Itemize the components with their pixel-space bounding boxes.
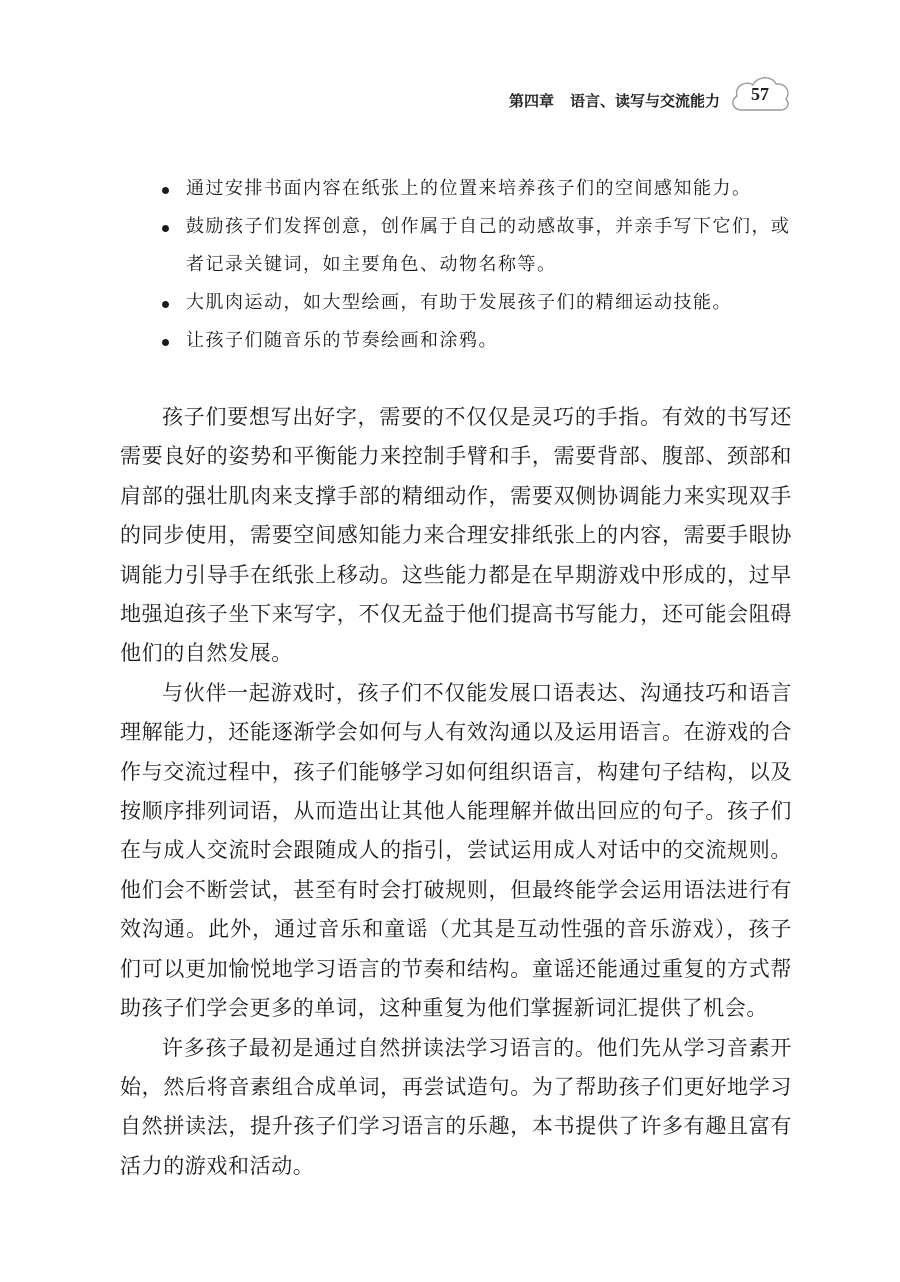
chapter-label: 第四章: [508, 91, 554, 110]
body-text: [120, 398, 792, 1186]
page-number-badge: [728, 72, 792, 116]
bullet-text: 通过安排书面内容在纸张上的位置来培养孩子们的空间感知能力。: [186, 178, 752, 199]
bullet-dot-icon: [162, 225, 169, 232]
running-header: [509, 86, 720, 114]
bullet-text: 让孩子们随音乐的节奏绘画和涂鸦。: [186, 330, 498, 351]
paragraph: 许多孩子最初是通过自然拼读法学习语言的。他们先从学习音素开始，然后将音素组合成单词，再尝试造句。为了帮助孩子们更好地学习自然拼读法，提升孩子们学习语言的乐趣，本书提供了许多有趣且富有活力的游戏和活动。: [120, 1035, 792, 1178]
bullet-text: 鼓励孩子们发挥创意，创作属于自己的动感故事，并亲手写下它们，或者记录关键词，如主要角色、动物名称等。: [186, 216, 791, 275]
bullet-item: [160, 284, 800, 322]
bullet-item: [160, 170, 800, 208]
bullet-dot-icon: [162, 339, 169, 346]
chapter-title: 语言、读写与交流能力: [569, 91, 720, 110]
paragraph: 与伙伴一起游戏时，孩子们不仅能发展口语表达、沟通技巧和语言理解能力，还能逐渐学会如何与人有效沟通以及运用语言。在游戏的合作与交流过程中，孩子们能够学习如何组织语言，构建句子结构，以及按顺序排列词语，从而造出让其他人能理解并做出回应的句子。孩子们在与成人交流时会跟随成人的指引，尝试运用成人对话中的交流规则。他们会不断尝试，甚至有时会打破规则，但最终能学会运用语法进行有效沟通。此外，通过音乐和童谣（尤其是互动性强的音乐游戏），孩子们可以更加愉悦地学习语言的节奏和结构。童谣还能通过重复的方式帮助孩子们学会更多的单词，这种重复为他们掌握新词汇提供了机会。: [120, 680, 792, 1021]
bullet-item: [160, 322, 800, 360]
bullet-list: [160, 170, 800, 360]
bullet-dot-icon: [162, 301, 169, 308]
bullet-text: 大肌肉运动，如大型绘画，有助于发展孩子们的精细运动技能。: [186, 292, 732, 313]
bullet-item: [160, 208, 800, 284]
bullet-dot-icon: [162, 187, 169, 194]
paragraph: 孩子们要想写出好字，需要的不仅仅是灵巧的手指。有效的书写还需要良好的姿势和平衡能力来控制手臂和手，需要背部、腹部、颈部和肩部的强壮肌肉来支撑手部的精细动作，需要双侧协调能力来实现双手的同步使用，需要空间感知能力来合理安排纸张上的内容，需要手眼协调能力引导手在纸张上移动。这些能力都是在早期游戏中形成的，过早地强迫孩子坐下来写字，不仅无益于他们提高书写能力，还可能会阻碍他们的自然发展。: [120, 405, 792, 666]
page-number: 57: [751, 84, 769, 104]
